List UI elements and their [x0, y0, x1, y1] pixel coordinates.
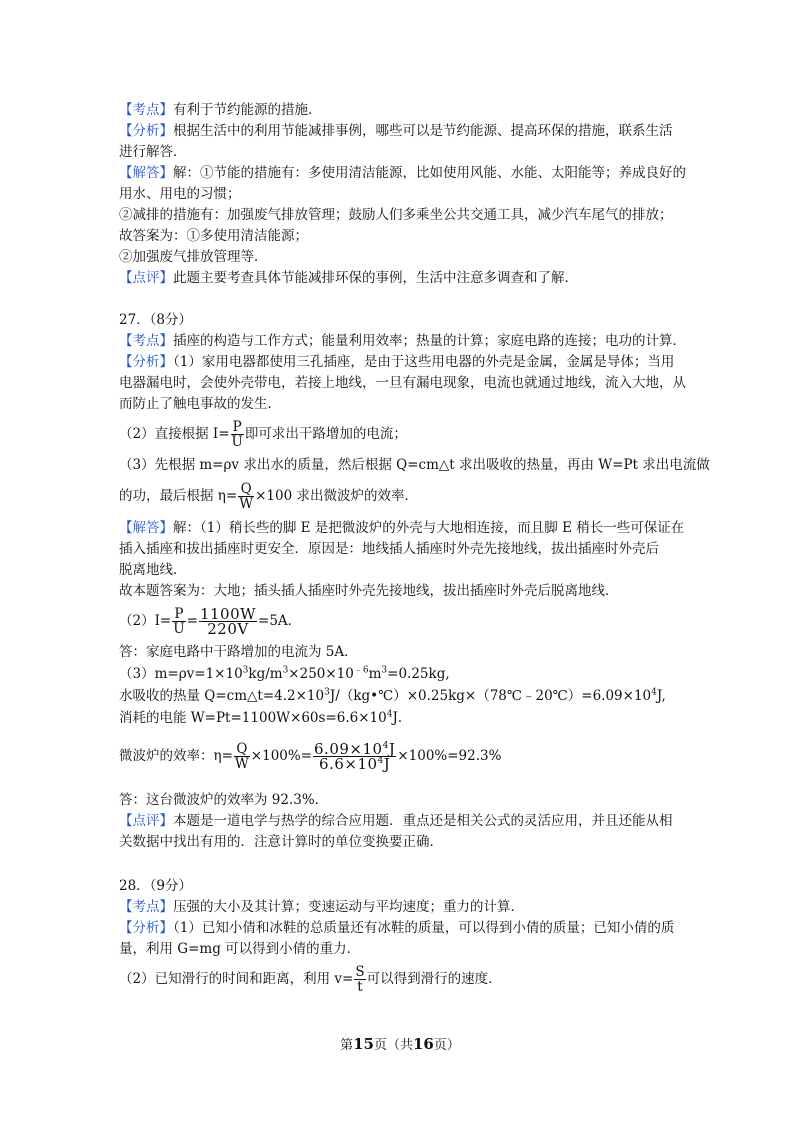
q27-fenxi-6: 的功，最后根据 η= $\frac{Q}{W}$ ×100 求出微波炉的效率．: [119, 481, 418, 512]
q27-jieda-8: 水吸收的热量 $Q=cm\triangle t=4.2\times 10^3J/(kg•℃)\times 0.25kg\times(78℃﹣20℃)=6.09\times 10^4J$,: [119, 687, 666, 704]
q26-dianping: 【点评】此题主要考查具体节能减排环保的事例，生活中注意多调查和了解．: [119, 270, 578, 286]
q27-jieda-11: 答：这台微波炉的效率为 92.3%．: [119, 792, 329, 808]
q27-jieda-4: 故本题答案为：大地；插头插人插座时外壳先接地线，拔出插座时外壳后脱离地线．: [119, 583, 619, 599]
q27-fenxi-5: （3）先根据 m=ρv 求出水的质量，然后根据 Q=cm△t 求出吸收的热量，再由 W=Pt 求出电流做: [119, 457, 710, 473]
page-total: 16: [413, 1035, 434, 1053]
q27-jieda-9: 消耗的电能 $W=Pt=1100W\times 60s=6.6\times 10^4J$．: [119, 709, 412, 726]
fraction-q-over-w: $\frac{Q}{W}$: [234, 741, 249, 772]
q26-jieda: 【解答】解：①节能的措施有：多使用清洁能源，比如使用风能、水能、太阳能等；养成良好的: [119, 165, 686, 181]
q26-jieda-4: 故答案为：①多使用清洁能源；: [119, 228, 308, 244]
q28-kaodian: 【考点】压强的大小及其计算；变速运动与平均速度；重力的计算．: [119, 899, 524, 915]
q27-dianping-2: 关数据中找出有用的．注意计算时的单位变换要正确．: [119, 834, 443, 850]
q26-jieda-3: ②减排的措施有：加强废气排放管理；鼓励人们多乘坐公共交通工具，减少汽车尾气的排放；: [119, 207, 673, 223]
q27-fenxi: 【分析】（1）家用电器都使用三孔插座，是由于这些用电器的外壳是金属，金属是导体；当用: [119, 354, 675, 370]
fraction-1100w-over-220v: $\frac{1100W}{220V}$: [199, 605, 257, 638]
q26-fenxi-cont: 进行解答．: [119, 144, 187, 160]
q28-fenxi-3: （2）已知滑行的时间和距离，利用 v= $\frac{S}{t}$ 可以得到滑行的速度．: [119, 964, 502, 995]
q27-header: 27．（8分）: [119, 312, 193, 328]
page-footer: 第15页（共16页）: [340, 1035, 460, 1053]
fraction-energy-ratio: $\frac{6.09\times 10^4J}{6.6\times 10^4J}$: [314, 740, 396, 773]
q27-jieda-5: （2）I= $\frac{P}{U}$ = $\frac{1100W}{220V}$ =5A．: [119, 605, 302, 638]
q28-fenxi-2: 量，利用 G=mg 可以得到小倩的重力．: [119, 941, 361, 957]
q26-kaodian: 【考点】有利于节约能源的措施．: [119, 102, 322, 118]
q26-jieda-2: 用水、用电的习惯；: [119, 186, 241, 202]
q27-kaodian: 【考点】插座的构造与工作方式；能量利用效率；热量的计算；家庭电路的连接；电功的计算．: [119, 333, 686, 349]
fraction-s-over-t: $\frac{S}{t}$: [355, 964, 365, 995]
q27-jieda-7: $(3)m=\rho v=1\times 10^3kg/m^3\times 250\times 10^{﹣6}m^3=0.25kg$,: [119, 665, 450, 682]
fraction-p-over-u: $\frac{P}{U}$: [173, 606, 185, 637]
q27-fenxi-4: （2）直接根据 I= $\frac{P}{U}$ 即可求出干路增加的电流；: [119, 419, 407, 450]
q27-dianping: 【点评】本题是一道电学与热学的综合应用题．重点还是相关公式的灵活应用，并且还能从相: [119, 813, 673, 829]
q28-fenxi: 【分析】（1）已知小倩和冰鞋的总质量还有冰鞋的质量，可以得到小倩的质量；已知小倩的质: [119, 920, 675, 936]
fraction-p-over-u: $\frac{P}{U}$: [231, 419, 243, 450]
page-number: 15: [353, 1035, 374, 1053]
q27-jieda: 【解答】解：（1）稍长些的脚 E 是把微波炉的外壳与大地相连接，而且脚 E 稍长一些可保证在: [119, 520, 685, 536]
q27-jieda-6: 答：家庭电路中干路增加的电流为 5A．: [119, 644, 358, 660]
q26-fenxi: 【分析】根据生活中的利用节能减排事例，哪些可以是节约能源、提高环保的措施，联系生活: [119, 123, 673, 139]
q27-jieda-10: 微波炉的效率：η= $\frac{Q}{W}$ ×100%= $\frac{6.09\times 10^4J}{6.6\times 10^4J}$ ×100%=92.3%: [119, 740, 502, 773]
q28-header: 28．（9分）: [119, 878, 193, 894]
q26-jieda-5: ②加强废气排放管理等．: [119, 249, 268, 265]
q27-jieda-2: 插入插座和拔出插座时更安全．原因是：地线插人插座时外壳先接地线，拔出插座时外壳后: [119, 541, 659, 557]
q27-fenxi-2: 电器漏电时，会使外壳带电，若接上地线，一旦有漏电现象，电流也就通过地线，流入大地，从: [119, 375, 686, 391]
q27-fenxi-3: 而防止了触电事故的发生．: [119, 396, 281, 412]
q27-jieda-3: 脱离地线．: [119, 562, 187, 578]
fraction-q-over-w: $\frac{Q}{W}$: [239, 481, 254, 512]
